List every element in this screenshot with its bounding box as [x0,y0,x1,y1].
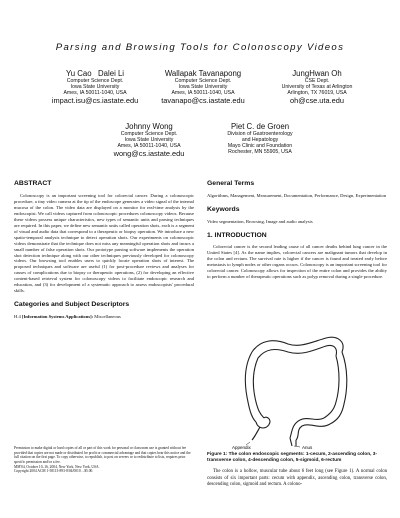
ascending-colon [245,352,256,422]
ascending-colon [253,358,264,418]
author-name: Yu Cao Dalei Li [65,69,125,78]
keywords-heading: Keywords [207,205,240,213]
author-affiliation: University of Texas at Arlington [281,83,353,90]
keywords-text: Video segmentation, Browsing, Image and audio analysis [207,218,313,224]
author-affiliation: Computer Science Dept. [120,130,178,137]
author-de-groen [205,123,315,156]
author-affiliation: Iowa State University [178,83,228,90]
permission-notice: Permission to make digital or hard copies of all or part of this work for personal or classroom use is granted without fee provided that copies are not made or distributed for profit or commercial advantage and that copies bear this notice and the full citation on the first page. To copy otherwise, to republish, to post on servers or to redistribute to lists, requires prior specific permission and/or a fee. [14,446,191,465]
conference-info: MM'04, October 10–16, 2004, New York, New York, USA. [14,464,100,469]
author-affiliation: and Hepatology [241,136,279,143]
category-code: H.4 [14,314,21,320]
author-name: Wallapak Tavanapong [164,69,242,78]
author-name: Piet C. de Groen [230,122,290,131]
appendix-label: Appendix [232,445,251,450]
author-name: JungHwan Oh [292,69,342,78]
paper-title: Parsing and Browsing Tools for Colonoscopy Videos [55,42,345,53]
abstract-text: Colonoscopy is an important screening tool for colorectal cancer. During a colonoscopic procedure, a tiny video camera at the tip of the endoscope generates a video signal of the internal mucosa of the colon. The video data are displayed on a monitor for real-time analysis by the endoscopist. We call videos captured from colonoscopic procedures colonoscopy videos. Because these videos possess unique characteristics, new types of semantic units and parsing techniques are required. In this paper, we define new semantic units called operation shots, each is a segment of visual and audio data that correspond to a therapeutic or biopsy operation. We introduce a new spatio-temporal analysis technique to detect operation shots. Our experiments on colonoscopic videos demonstrate that the technique does not miss any meaningful operation shots and incurs a small number of false operation shots. Our prototype parsing software implements the operation shot detection technique along with our other techniques previously developed for colonoscopy videos. Our browsing tool enables users to quickly locate operation shots of interest. The proposed techniques and software are useful (1) for post-procedure reviews and analyses for causes of complications due to biopsy or therapeutic operations, (2) for developing an effective content-based retrieval system for colonoscopy videos to facilitate endoscopic research and education, and (3) for development of a systematic approach to assess endoscopists' procedural skills. [14,192,194,294]
introduction-heading: 1. INTRODUCTION [207,231,267,239]
author-affiliation: Ames, IA 50011-1040, USA [63,89,127,96]
author-oh [262,70,372,105]
author-email: impact.isu@cs.iastate.edu [51,95,139,105]
introduction-text: Colorectal cancer is the second leading cause of all cancer deaths behind lung cancer in the United States [4]. As the name implies, colorectal cancers are malignant tumors that develop in the colon and rectum. The survival rate is higher if the cancer is found and treated early before metastasis to lymph nodes or other organs occurs. Colonoscopy is an important screening tool for colorectal cancer. Colonoscopy allows for inspection of the entire colon and provides the ability to perform a number of therapeutic operations such as polyp removal during a single procedure. [207,244,387,280]
copyright-footnote [14,446,192,474]
author-email: tavanapo@cs.iastate.edu [161,95,245,105]
author-affiliation: CSE Dept. [304,77,330,84]
continuation-text: The colon is a hollow, muscular tube about 6 feet long (see Figure 1). A normal colon consists of six important parts: cecum with appendix, ascending colon, transverse colon, descending colon, sigmoid and rectum. A colono- [207,469,387,487]
transverse-colon [252,337,343,352]
author-cao-li [40,70,150,105]
anus-label: Anus [302,445,313,450]
author-tavanapong [148,70,258,105]
author-wong [94,123,204,158]
anus-pointer [294,446,300,447]
author-affiliation: Computer Science Dept. [174,77,232,84]
descending-colon [324,356,339,418]
abstract-heading: ABSTRACT [14,180,52,187]
rectum [290,438,296,446]
author-email: wong@cs.iastate.edu [113,148,185,158]
author-affiliation: Arlington, TX 76019, USA [287,89,347,96]
transverse-colon [258,345,337,358]
cecum [256,417,270,428]
sigmoid-colon [296,424,330,440]
colon-diagram [230,318,360,450]
right-column [207,180,387,282]
figure-caption: Figure 1: The colon endoscopic segments: 1-cecum, 2-ascending colon, 3-transverse colon, 4-descending colon, 5-sigmoid, 6-rectum [207,452,378,464]
author-affiliation: Mayo Clinic and Foundation [227,142,293,149]
author-email: oh@cse.uta.edu [290,95,344,105]
appendix-shape [252,427,260,440]
author-affiliation: Rochester, MN 55905, USA [228,148,292,155]
category-value: Miscellaneous [94,314,121,320]
author-affiliation: Iowa State University [70,83,120,90]
categories-entry [14,314,194,320]
categories-heading: Categories and Subject Descriptors [14,301,130,309]
general-terms-heading: General Terms [207,180,255,187]
sigmoid-colon [290,418,324,438]
author-name: Johnny Wong [125,122,173,131]
author-affiliation: Ames, IA 50011-1040, USA [117,142,181,149]
author-affiliation: Iowa State University [124,136,174,143]
figure-caption-block [207,452,387,488]
left-column [14,180,194,322]
author-affiliation: Division of Gastroenterology [227,130,293,137]
category-label: [Information Systems Applications]: [21,314,94,320]
general-terms-text: Algorithms, Management, Measurement, Documentation, Performance, Design, Experimentation [207,192,387,198]
author-affiliation: Ames, IA 50011-1040, USA [171,89,235,96]
author-affiliation: Computer Science Dept. [66,77,124,84]
copyright-line: Copyright 2004 ACM 1-58113-893-8/04/0010 ...$5.00. [14,469,94,474]
